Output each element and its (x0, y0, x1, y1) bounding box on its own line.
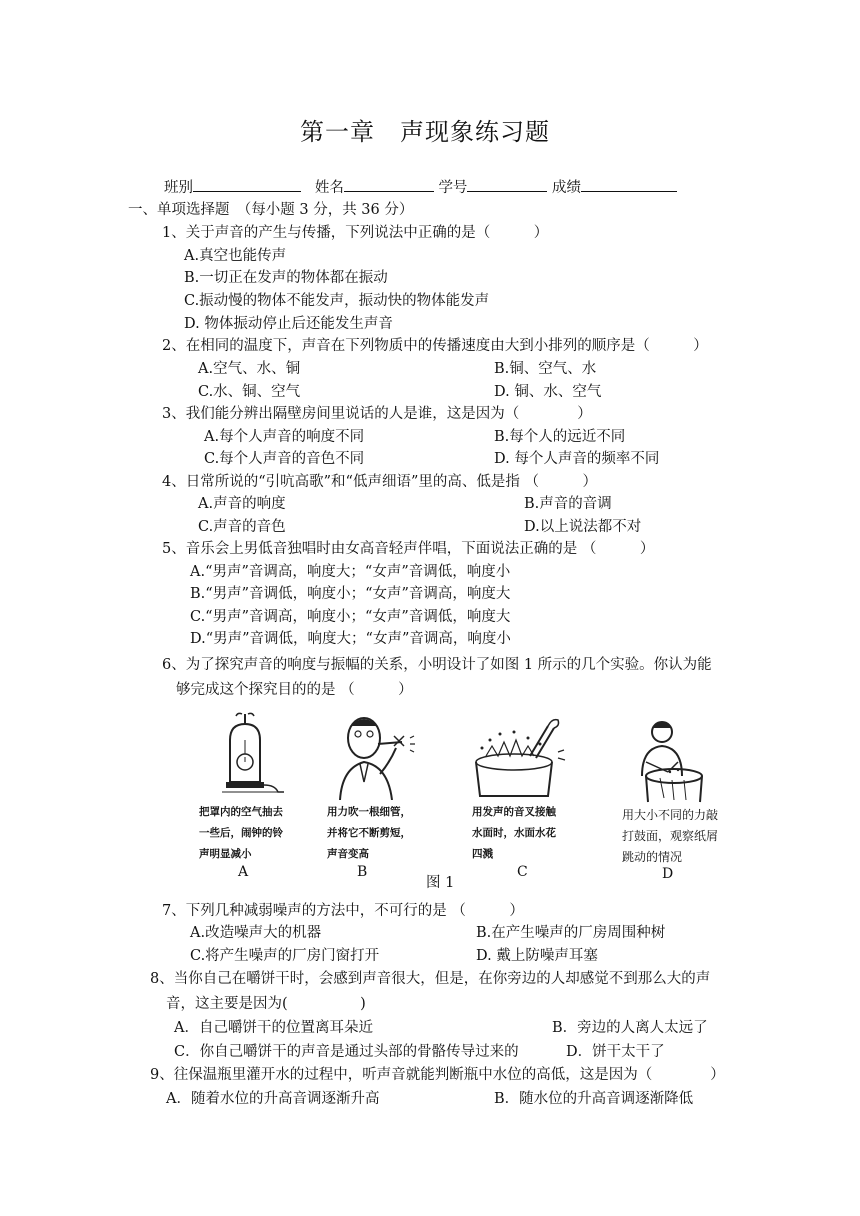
question-9-stem: 9、往保温瓶里灌开水的过程中，听声音就能判断瓶中水位的高低，这是因为（ ） (150, 1067, 725, 1083)
question-5-option-c: C.“男声”音调高，响度小；“女声”音调低，响度大 (190, 609, 511, 625)
figure-label-a: A (238, 864, 249, 880)
question-4-stem: 4、日常所说的“引吭高歌”和“低声细语”里的高、低是指 （ ） (162, 474, 597, 490)
figure-panel-b-caption: 用力吹一根细管， 并将它不断剪短， 声音变高 (327, 806, 411, 860)
bell-jar-illustration (200, 710, 290, 802)
man-striking-drum-illustration (620, 718, 710, 804)
question-9-option-b: B．随水位的升高音调逐渐降低 (494, 1091, 694, 1107)
figure-caption: 图 1 (426, 875, 455, 891)
question-3-stem: 3、我们能分辨出隔壁房间里说话的人是谁，这是因为（ ） (162, 406, 592, 422)
number-blank[interactable] (467, 176, 547, 192)
question-5-option-a: A.“男声”音调高，响度大；“女声”音调低，响度小 (190, 564, 511, 580)
section-heading: 一、单项选择题 （每小题 3 分，共 36 分） (128, 202, 414, 218)
page-title: 第一章 声现象练习题 (300, 118, 550, 146)
class-blank[interactable] (193, 176, 301, 192)
figure-panel-d-caption: 用大小不同的力敲 打鼓面，观察纸屑 跳动的情况 (622, 808, 719, 864)
question-1-stem: 1、关于声音的产生与传播，下列说法中正确的是（ ） (162, 225, 549, 241)
question-7-stem: 7、下列几种减弱噪声的方法中，不可行的是 （ ） (162, 903, 524, 919)
question-8-option-c: C．你自己嚼饼干的声音是通过头部的骨骼传导过来的 (174, 1044, 519, 1060)
question-7-option-a: A.改造噪声大的机器 (190, 925, 322, 941)
question-8-option-a: A．自己嚼饼干的位置离耳朵近 (174, 1020, 373, 1036)
question-7-option-c: C.将产生噪声的厂房门窗打开 (190, 948, 380, 964)
man-blowing-straw-illustration (330, 712, 430, 800)
question-2-option-d: D. 铜、水、空气 (494, 384, 602, 400)
figure-panel-c-caption: 用发声的音叉接触 水面时，水面水花 四溅 (472, 806, 556, 860)
question-2-option-b: B.铜、空气、水 (494, 361, 597, 377)
question-8-stem-line-2: 音，这主要是因为( ) (166, 996, 366, 1012)
question-1-option-d: D. 物体振动停止后还能发生声音 (184, 316, 393, 332)
figure-panel-a-caption: 把罩内的空气抽去 一些后，闹钟的铃 声明显减小 (199, 806, 283, 860)
question-7-option-b: B.在产生噪声的厂房周围种树 (476, 925, 666, 941)
question-9-option-a: A．随着水位的升高音调逐渐升高 (166, 1091, 380, 1107)
tuning-fork-water-illustration (470, 712, 570, 800)
score-label: 成绩 (552, 180, 582, 196)
question-4-option-a: A.声音的响度 (198, 496, 286, 512)
question-2-stem: 2、在相同的温度下，声音在下列物质中的传播速度由大到小排列的顺序是（ ） (162, 338, 708, 354)
question-5-option-d: D.“男声”音调低，响度大；“女声”音调高，响度小 (190, 631, 511, 647)
question-1-option-b: B.一切正在发声的物体都在振动 (184, 270, 388, 286)
name-blank[interactable] (344, 176, 434, 192)
question-1-option-a: A.真空也能传声 (184, 248, 287, 264)
name-label: 姓名 (314, 180, 344, 196)
question-4-option-b: B.声音的音调 (524, 496, 612, 512)
figure-label-d: D (662, 866, 674, 882)
class-label: 班别 (164, 180, 193, 196)
figure-label-c: C (517, 864, 528, 880)
question-2-option-a: A.空气、水、铜 (198, 361, 301, 377)
question-8-stem-line-1: 8、当你自己在嚼饼干时，会感到声音很大，但是，在你旁边的人却感觉不到那么大的声 (150, 971, 711, 987)
question-6-stem-line-1: 6、为了探究声音的响度与振幅的关系，小明设计了如图 1 所示的几个实验。你认为能 (162, 657, 712, 673)
question-3-option-b: B.每个人的远近不同 (494, 429, 626, 445)
question-6-stem-line-2: 够完成这个探究目的的是 （ ） (176, 682, 413, 698)
question-3-option-a: A.每个人声音的响度不同 (204, 429, 365, 445)
question-7-option-d: D. 戴上防噪声耳塞 (476, 948, 598, 964)
score-blank[interactable] (581, 176, 677, 192)
question-4-option-c: C.声音的音色 (198, 519, 286, 535)
question-5-stem: 5、音乐会上男低音独唱时由女高音轻声伴唱，下面说法正确的是 （ ） (162, 541, 655, 557)
question-8-option-d: D．饼干太干了 (566, 1044, 665, 1060)
question-4-option-d: D.以上说法都不对 (524, 519, 642, 535)
figure-label-b: B (357, 864, 368, 880)
question-2-option-c: C.水、铜、空气 (198, 384, 301, 400)
question-1-option-c: C.振动慢的物体不能发声，振动快的物体能发声 (184, 293, 490, 309)
question-3-option-d: D. 每个人声音的频率不同 (494, 451, 660, 467)
number-label: 学号 (438, 180, 468, 196)
question-8-option-b: B．旁边的人离人太远了 (552, 1020, 708, 1036)
student-info-line (164, 176, 677, 197)
question-3-option-c: C.每个人声音的音色不同 (204, 451, 365, 467)
question-5-option-b: B.“男声”音调低，响度小；“女声”音调高，响度大 (190, 586, 511, 602)
